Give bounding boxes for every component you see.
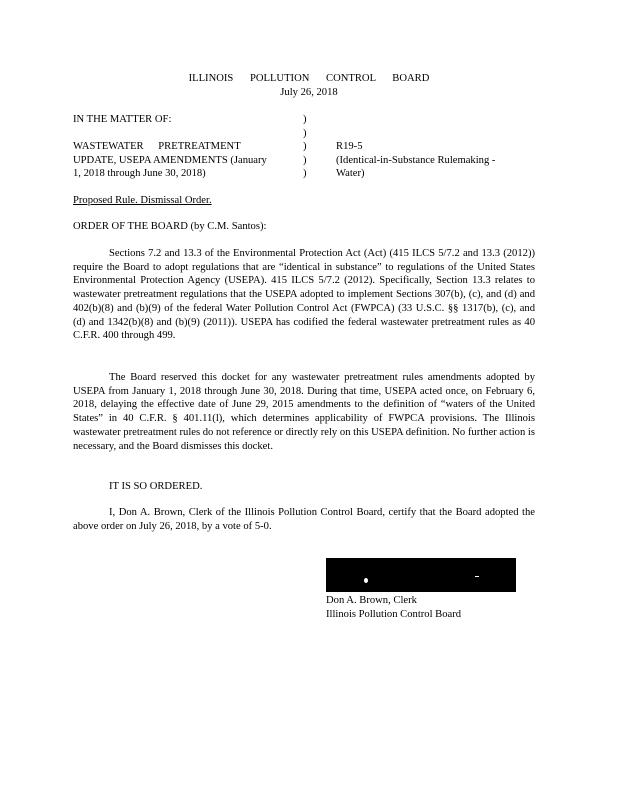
caption-paren: ) (303, 127, 307, 139)
caption-parentheses (303, 113, 307, 181)
case-title-line: UPDATE, USEPA AMENDMENTS (January (73, 154, 267, 166)
body-paragraph: Sections 7.2 and 13.3 of the Environmental Protection Act (Act) (415 ILCS 5/7.2 and 13.3 (2012)) require the Board to adopt regulations that are “identical in substance” to regulations of the United States Environmental Protection Agency (USEPA). 415 ILCS 5/7.2 (2012). Specifically, Section 13.3 relates to wastewater pretreatment regulations that the USEPA adopted to implement Sections 307(b), (c), and (d) and 402(b)(8) and (b)(9) of the federal Water Pollution Control Act (FWPCA) (33 U.S.C. §§ 1317(b), (c), and (d) and 1342(b)(8) and (b)(9) (2011)). USEPA has codified the federal wastewater pretreatment rules as 40 C.F.R. 400 through 499. (73, 248, 535, 342)
caption-paren: ) (303, 168, 307, 179)
case-title-line: WASTEWATER PRETREATMENT (73, 141, 241, 152)
docket-number: R19-5 (336, 141, 363, 152)
body-paragraph: The Board reserved this docket for any wastewater pretreatment rules amendments adopted by USEPA from January 1, 2018 through June 30, 2018. During that time, USEPA acted once, on February 6, 2018, delaying the effective date of June 29, 2015 amendments to the definition of “waters of the United States” in 40 C.F.R. § 401.11(l), which determines applicability of FWPCA provisions. The Illinois wastewater pretreatment rules do not reference or directly rely on this USEPA definition. No further action is necessary, and the Board dismisses this docket. (73, 372, 535, 452)
redacted-signature (326, 558, 516, 592)
order-date: July 26, 2018 (280, 86, 338, 98)
caption-paren: ) (303, 141, 307, 152)
caption-paren: ) (303, 114, 307, 125)
order-heading: ORDER OF THE BOARD (by C.M. Santos): (73, 221, 267, 232)
caption-paren: ) (303, 154, 307, 166)
board-name: Illinois Pollution Control Board (326, 608, 462, 620)
document-header (0, 72, 618, 99)
redaction-mark (364, 578, 368, 583)
rulemaking-type: (Identical-in-Substance Rulemaking - (336, 154, 496, 166)
redaction-mark (475, 576, 479, 577)
so-ordered: IT IS SO ORDERED. (109, 481, 203, 492)
clerk-name: Don A. Brown, Clerk (326, 595, 417, 606)
rulemaking-type: Water) (336, 168, 365, 179)
signature-block (326, 594, 461, 621)
in-the-matter-label: IN THE MATTER OF: (73, 114, 172, 125)
agency-name: ILLINOIS POLLUTION CONTROL BOARD (188, 73, 430, 84)
docket-block (336, 140, 526, 181)
case-title-line: 1, 2018 through June 30, 2018) (73, 168, 206, 179)
case-title (73, 140, 301, 181)
certification: I, Don A. Brown, Clerk of the Illinois Pollution Control Board, certify that the Board adopted the above order on July 26, 2018, by a vote of 5-0. (73, 507, 535, 532)
document-type: Proposed Rule. Dismissal Order. (73, 195, 212, 206)
